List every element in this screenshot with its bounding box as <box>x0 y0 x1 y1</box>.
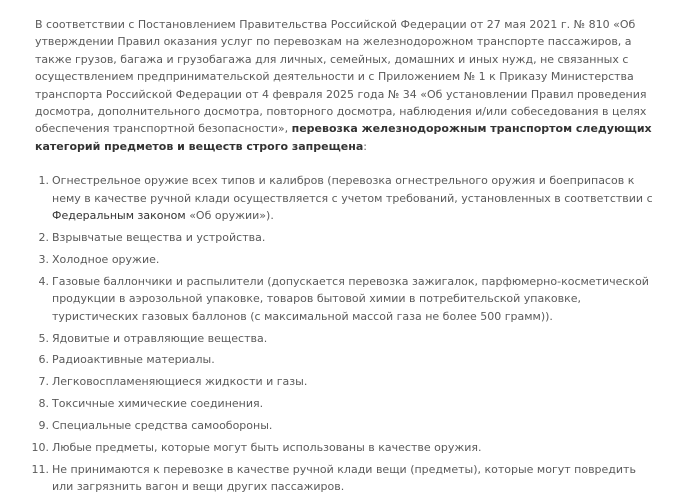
list-item-number: 10. <box>31 441 49 455</box>
list-item-text-after: «Об оружии»). <box>185 209 274 223</box>
list-item-text: Газовые баллончики и распылители (допускается перевозка зажигалок, парфюмерно-косметической продукции в аэрозольной упаковке, товаров бытовой химии в потребительской упаковке, туристических газовых баллонов (с максимальной массой газа не более 500 грамм)). <box>52 274 649 323</box>
intro-paragraph <box>35 16 660 155</box>
federal-law-link[interactable]: Федеральным законом <box>52 209 186 223</box>
list-item <box>35 172 660 224</box>
list-item <box>35 351 660 368</box>
list-item-number: 11. <box>31 462 49 476</box>
intro-text: В соответствии с Постановлением Правительства Российской Федерации от 27 мая 2021 г. № 810 «Об утверждении Правил оказания услуг по перевозкам на железнодорожном транспорте пассажиров, а также грузов, багажа и грузобагажа для личных, семейных, домашних и иных нужд, не связанных с осуществлением предпринимательской деятельности и с Приложением № 1 к Приказу Министерства транспорта Российской Федерации от 4 февраля 2025 года № 34 «Об установлении Правил проведения досмотра, дополнительного досмотра, повторного досмотра, наблюдения и/или собеседования в целях обеспечения транспортной безопасности», <box>35 18 647 136</box>
list-item <box>35 395 660 412</box>
list-item-number: 4. <box>38 274 49 288</box>
list-item <box>31 439 660 456</box>
intro-tail: : <box>363 139 367 153</box>
list-item-text: Огнестрельное оружие всех типов и калибров (перевозка огнестрельного оружия и боеприпасов к нему в качестве ручной клади осуществляется с учетом требований, установленных в соответствии с <box>52 174 653 205</box>
list-item-number: 5. <box>38 331 49 345</box>
list-item-number: 2. <box>38 230 49 244</box>
list-item-text: Взрывчатые вещества и устройства. <box>52 230 266 244</box>
list-item-number: 1. <box>38 174 49 188</box>
list-item <box>31 461 660 496</box>
list-item-text: Специальные средства самообороны. <box>52 419 273 433</box>
list-item-text: Ядовитые и отравляющие вещества. <box>52 331 268 345</box>
list-item-text: Холодное оружие. <box>52 252 160 266</box>
list-item-text: Легковоспламеняющиеся жидкости и газы. <box>52 375 308 389</box>
document-content <box>31 16 660 500</box>
list-item <box>35 330 660 347</box>
list-item-number: 7. <box>38 375 49 389</box>
prohibited-items-list <box>31 172 660 496</box>
list-item-text: Радиоактивные материалы. <box>52 353 215 367</box>
list-item-number: 3. <box>38 252 49 266</box>
list-item <box>35 251 660 268</box>
list-item-text: Любые предметы, которые могут быть использованы в качестве оружия. <box>52 441 482 455</box>
list-item <box>35 229 660 246</box>
list-item <box>35 373 660 390</box>
list-item-text: Токсичные химические соединения. <box>52 397 264 411</box>
list-item-number: 9. <box>38 419 49 433</box>
intro-bold-text: перевозка железнодорожным транспортом следующих категорий предметов и веществ строго запрещена <box>35 122 652 153</box>
list-item <box>35 273 660 325</box>
list-item-number: 6. <box>38 353 49 367</box>
list-item-text: Не принимаются к перевозке в качестве ручной клади вещи (предметы), которые могут повредить или загрязнить вагон и вещи других пассажиров. <box>52 462 636 494</box>
list-item <box>35 417 660 434</box>
list-item-number: 8. <box>38 397 49 411</box>
